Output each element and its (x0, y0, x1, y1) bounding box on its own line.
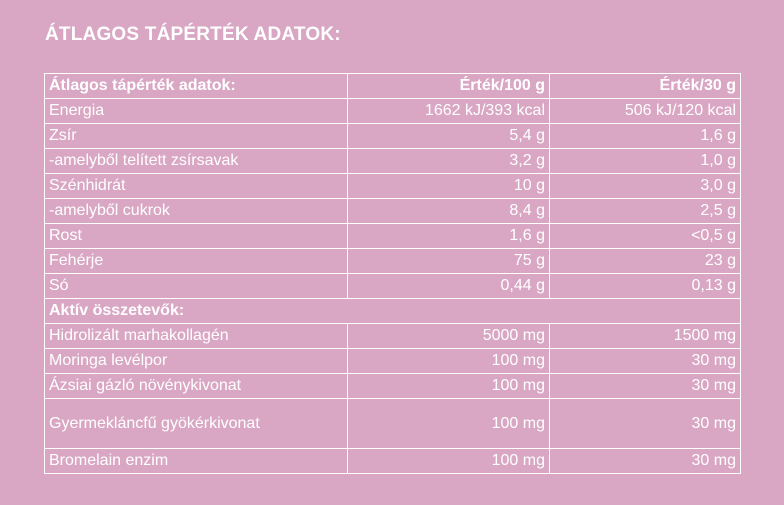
row-label: Szénhidrát (45, 174, 348, 199)
row-value-30g: 0,13 g (550, 274, 741, 299)
row-value-30g: 2,5 g (550, 199, 741, 224)
header-per-30g-cell: Érték/30 g (550, 74, 741, 99)
row-value-100g: 1,6 g (348, 224, 550, 249)
row-label: Só (45, 274, 348, 299)
row-label: Ázsiai gázló növénykivonat (45, 374, 348, 399)
nutrition-table (44, 73, 741, 474)
row-label: -amelyből telített zsírsavak (45, 149, 348, 174)
table-row-bromelain (45, 449, 741, 474)
header-per-100g-cell: Érték/100 g (348, 74, 550, 99)
row-value-30g: 30 mg (550, 374, 741, 399)
header-label-cell: Átlagos tápérték adatok: (45, 74, 348, 99)
row-value-100g: 1662 kJ/393 kcal (348, 99, 550, 124)
table-row-kollagen (45, 324, 741, 349)
row-value-100g: 75 g (348, 249, 550, 274)
table-row-rost (45, 224, 741, 249)
row-value-100g: 100 mg (348, 399, 550, 449)
row-value-100g: 5000 mg (348, 324, 550, 349)
row-value-30g: 30 mg (550, 449, 741, 474)
row-value-100g: 100 mg (348, 374, 550, 399)
row-label: Hidrolizált marhakollagén (45, 324, 348, 349)
row-value-30g: 1,6 g (550, 124, 741, 149)
row-value-30g: 1500 mg (550, 324, 741, 349)
row-label: Energia (45, 99, 348, 124)
row-label: Zsír (45, 124, 348, 149)
row-label: Gyermekláncfű gyökérkivonat (45, 399, 348, 449)
row-value-30g: 30 mg (550, 399, 741, 449)
row-label: Moringa levélpor (45, 349, 348, 374)
row-value-30g: 3,0 g (550, 174, 741, 199)
table-row-szenhidrat (45, 174, 741, 199)
table-row-telitett-zsirsavak (45, 149, 741, 174)
row-value-30g: 30 mg (550, 349, 741, 374)
row-value-100g: 5,4 g (348, 124, 550, 149)
row-value-30g: 1,0 g (550, 149, 741, 174)
row-value-100g: 3,2 g (348, 149, 550, 174)
table-row-zsir (45, 124, 741, 149)
row-value-100g: 10 g (348, 174, 550, 199)
row-value-100g: 100 mg (348, 449, 550, 474)
table-row-energia (45, 99, 741, 124)
row-value-100g: 8,4 g (348, 199, 550, 224)
section-title-cell: Aktív összetevők: (45, 299, 741, 324)
row-label: Fehérje (45, 249, 348, 274)
row-value-30g: <0,5 g (550, 224, 741, 249)
row-value-100g: 0,44 g (348, 274, 550, 299)
section-header-row (45, 299, 741, 324)
row-value-100g: 100 mg (348, 349, 550, 374)
table-row-gazlo (45, 374, 741, 399)
table-row-feherje (45, 249, 741, 274)
table-header-row (45, 74, 741, 99)
table-row-cukrok (45, 199, 741, 224)
row-label: Rost (45, 224, 348, 249)
row-label: -amelyből cukrok (45, 199, 348, 224)
table-row-so (45, 274, 741, 299)
page-title: ÁTLAGOS TÁPÉRTÉK ADATOK: (45, 24, 341, 45)
row-value-30g: 23 g (550, 249, 741, 274)
table-row-gyermeklancfu (45, 399, 741, 449)
row-value-30g: 506 kJ/120 kcal (550, 99, 741, 124)
row-label: Bromelain enzim (45, 449, 348, 474)
table-row-moringa (45, 349, 741, 374)
